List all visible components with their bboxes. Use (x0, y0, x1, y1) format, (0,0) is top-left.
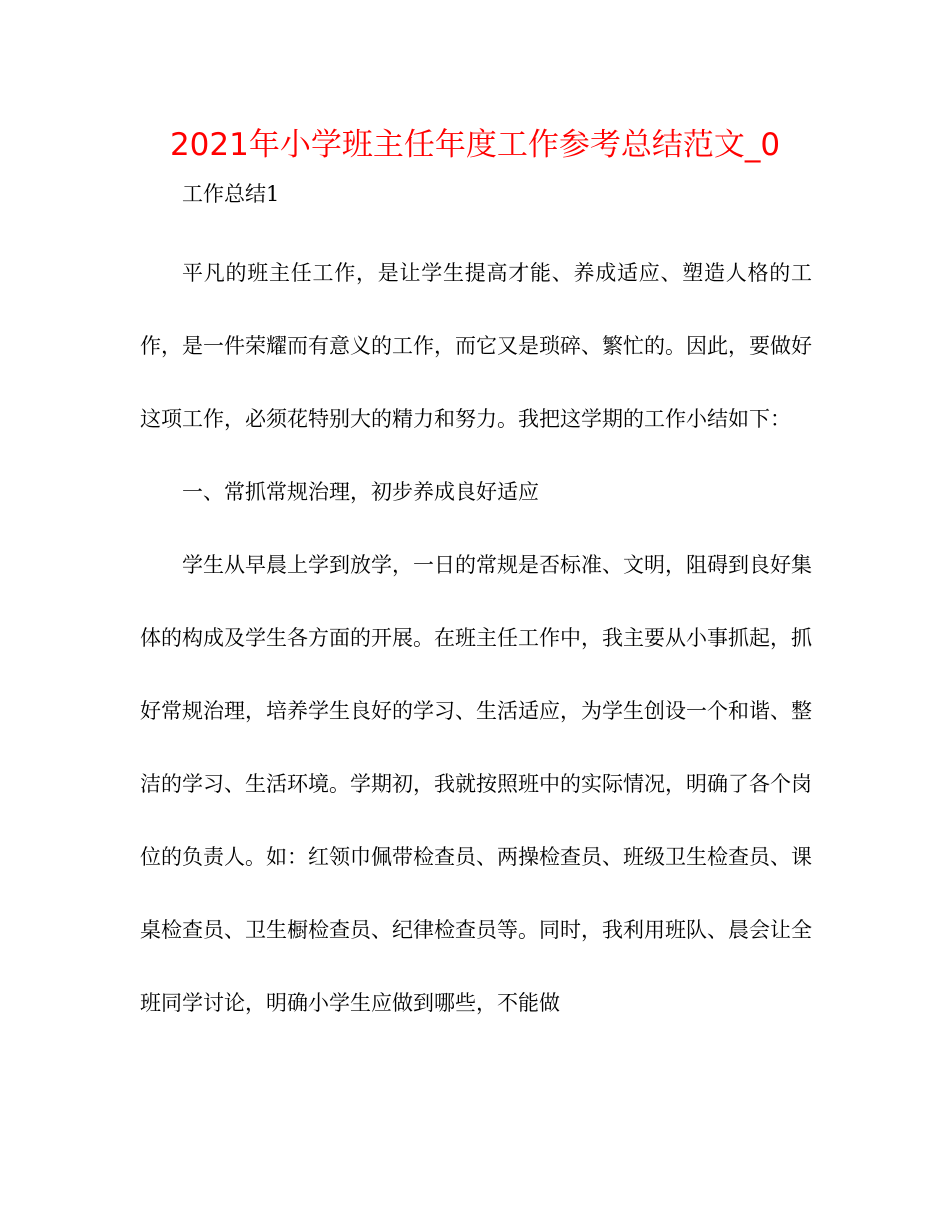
document-title: 2021年小学班主任年度工作参考总结范文_0 (169, 127, 781, 163)
document-body (140, 176, 812, 1040)
intro-paragraph: 平凡的班主任工作，是让学生提高才能、养成适应、塑造人格的工作，是一件荣耀而有意义的工作，而它又是琐碎、繁忙的。因此，要做好这项工作，必须花特别大的精力和努力。我把这学期的工作小结如下： (140, 261, 812, 431)
section-paragraph: 学生从早晨上学到放学，一日的常规是否标准、文明，阻碍到良好集体的构成及学生各方面的开展。在班主任工作中，我主要从小事抓起，抓好常规治理，培养学生良好的学习、生活适应，为学生创设一个和谐、整洁的学习、生活环境。学期初，我就按照班中的实际情况，明确了各个岗位的负责人。如：红领巾佩带检查员、两操检查员、班级卫生检查员、课桌检查员、卫生橱检查员、纪律检查员等。同时，我利用班队、晨会让全班同学讨论，明确小学生应做到哪些，不能做 (140, 553, 812, 1015)
section-heading: 一、常抓常规治理，初步养成良好适应 (182, 480, 539, 504)
section-label: 工作总结1 (182, 182, 280, 206)
